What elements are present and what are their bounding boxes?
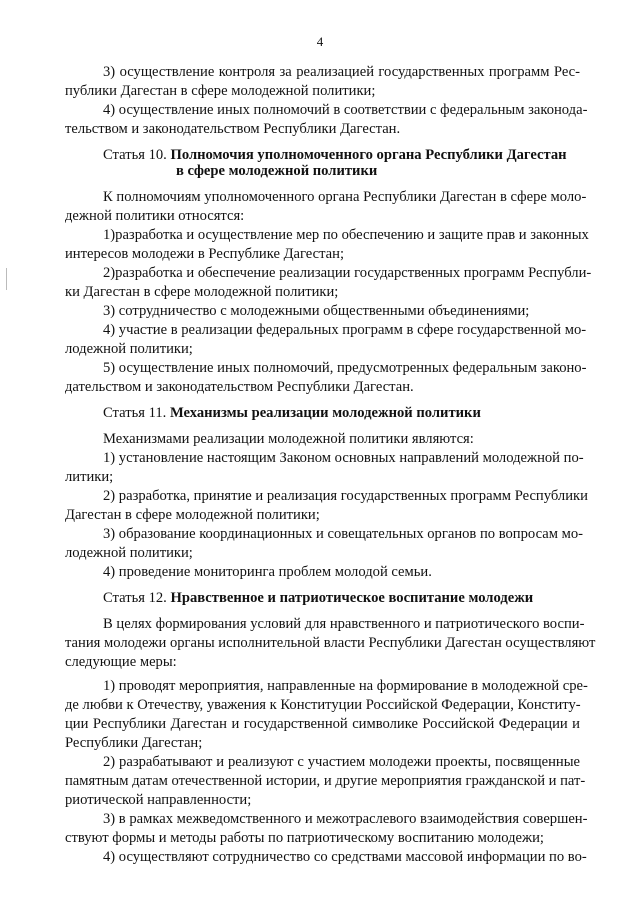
article-heading <box>103 589 533 607</box>
text-line: лодежной политики; <box>65 545 193 561</box>
text-line: риотической направленности; <box>65 792 252 808</box>
article-number: Статья 12. <box>103 590 171 606</box>
text-line: 4) участие в реализации федеральных программ в сфере государственной мо- <box>103 322 587 338</box>
text-line: 2) разрабатывают и реализуют с участием молодежи проекты, посвященные <box>103 754 580 770</box>
text-line: Республики Дагестан; <box>65 735 203 751</box>
article-title: Полномочия уполномоченного органа Республики Дагестан <box>170 147 567 163</box>
article-number: Статья 11. <box>103 405 170 421</box>
text-line: тания молодежи органы исполнительной власти Республики Дагестан осуществляют <box>65 635 596 651</box>
article-heading <box>103 404 481 422</box>
text-line: 3) сотрудничество с молодежными общественными объединениями; <box>103 303 530 319</box>
text-line: 1) установление настоящим Законом основных направлений молодежной по- <box>103 450 584 466</box>
text-line: интересов молодежи в Республике Дагестан; <box>65 246 345 262</box>
text-line: 4) осуществляют сотрудничество со средствами массовой информации по во- <box>103 849 587 865</box>
text-line: ции Республики Дагестан и государственной символике Российской Федерации и <box>65 716 580 732</box>
text-line: 3) образование координационных и совещательных органов по вопросам мо- <box>103 526 583 542</box>
text-line: ки Дагестан в сфере молодежной политики; <box>65 284 339 300</box>
text-line: 2) разработка, принятие и реализация государственных программ Республики <box>103 488 588 504</box>
text-line: 5) осуществление иных полномочий, предусмотренных федеральным законо- <box>103 360 587 376</box>
article-title: Механизмы реализации молодежной политики <box>169 405 481 421</box>
text-line: де любви к Отечеству, уважения к Конституции Российской Федерации, Конститу- <box>65 697 581 713</box>
page-number: 4 <box>316 34 324 49</box>
text-line: 1) проводят мероприятия, направленные на формирование в молодежной сре- <box>103 678 588 694</box>
article-number: Статья 10. <box>103 147 171 163</box>
text-line: тельством и законодательством Республики Дагестан. <box>65 121 401 137</box>
text-line: 1)разработка и осуществление мер по обеспечению и защите прав и законных <box>103 227 589 243</box>
text-line: 2)разработка и обеспечение реализации государственных программ Республи- <box>103 265 592 281</box>
text-line: ствуют формы и методы работы по патриотическому воспитанию молодежи; <box>65 830 544 846</box>
text-line: 4) осуществление иных полномочий в соответствии с федеральным законода- <box>103 102 588 118</box>
text-line: литики; <box>65 469 114 485</box>
text-line: памятным датам отечественной истории, и другие мероприятия гражданской и пат- <box>65 773 586 789</box>
text-line: лодежной политики; <box>65 341 193 357</box>
article-title: Нравственное и патриотическое воспитание молодежи <box>170 590 534 606</box>
text-line: Механизмами реализации молодежной политики являются: <box>103 431 474 447</box>
text-line: 4) проведение мониторинга проблем молодой семьи. <box>103 564 432 580</box>
text-line: публики Дагестан в сфере молодежной политики; <box>65 83 376 99</box>
text-line: дежной политики относятся: <box>65 208 245 224</box>
scan-mark <box>6 268 7 290</box>
article-title-continued: в сфере молодежной политики <box>176 163 378 179</box>
text-line: следующие меры: <box>65 654 177 670</box>
text-line: 3) в рамках межведомственного и межотраслевого взаимодействия совершен- <box>103 811 588 827</box>
text-line: 3) осуществление контроля за реализацией государственных программ Рес- <box>103 64 580 80</box>
text-line: Дагестан в сфере молодежной политики; <box>65 507 320 523</box>
text-line: К полномочиям уполномоченного органа Республики Дагестан в сфере моло- <box>103 189 587 205</box>
text-line: дательством и законодательством Республики Дагестан. <box>65 379 414 395</box>
text-line: В целях формирования условий для нравственного и патриотического воспи- <box>103 616 585 632</box>
